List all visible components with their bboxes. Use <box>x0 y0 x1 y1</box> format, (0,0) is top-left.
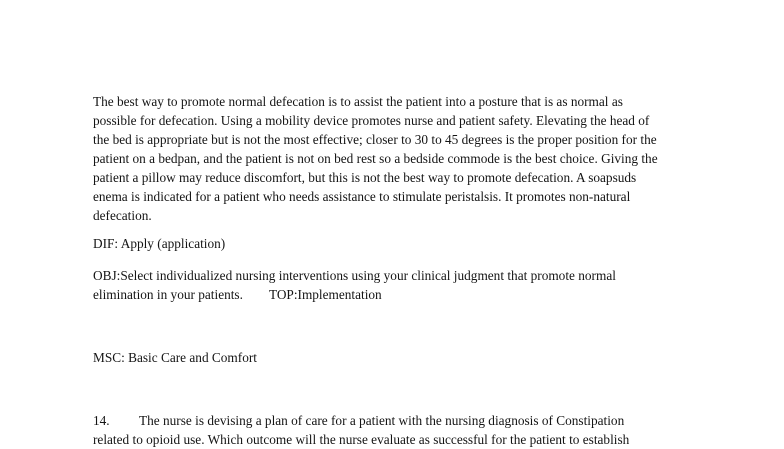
category-text: MSC: Basic Care and Comfort <box>93 350 257 365</box>
rationale-line: the bed is appropriate but is not the most effective; closer to 30 to 45 degrees is the proper position for the <box>93 132 657 147</box>
objective-paragraph <box>93 266 693 304</box>
question-paragraph <box>93 411 693 449</box>
objective-line-2 <box>93 285 693 304</box>
rationale-line: enema is indicated for a patient who needs assistance to stimulate peristalsis. It promotes non-natural <box>93 189 631 204</box>
question-text: The nurse is devising a plan of care for a patient with the nursing diagnosis of Constipation <box>139 413 625 428</box>
difficulty-text: DIF: Apply (application) <box>93 236 226 251</box>
rationale-line: patient on a bedpan, and the patient is not on bed rest so a bedside commode is the best choice. Giving the <box>93 151 658 166</box>
category-label <box>93 348 693 367</box>
question-number: 14. <box>93 413 110 428</box>
rationale-line: patient a pillow may reduce discomfort, but this is not the best way to promote defecation. A soapsuds <box>93 170 637 185</box>
objective-text-end: elimination in your patients. <box>93 287 243 302</box>
topic-label: TOP:Implementation <box>268 287 382 302</box>
rationale-paragraph <box>93 92 693 225</box>
difficulty-label <box>93 234 693 253</box>
rationale-line: defecation. <box>93 208 152 223</box>
rationale-line: The best way to promote normal defecation is to assist the patient into a posture that is as normal as <box>93 94 623 109</box>
question-line-2: related to opioid use. Which outcome will the nurse evaluate as successful for the patient to establish <box>93 432 630 447</box>
question-line <box>93 411 693 430</box>
objective-line: OBJ:Select individualized nursing interventions using your clinical judgment that promote normal <box>93 268 616 283</box>
rationale-line: possible for defecation. Using a mobility device promotes nurse and patient safety. Elevating the head of <box>93 113 650 128</box>
